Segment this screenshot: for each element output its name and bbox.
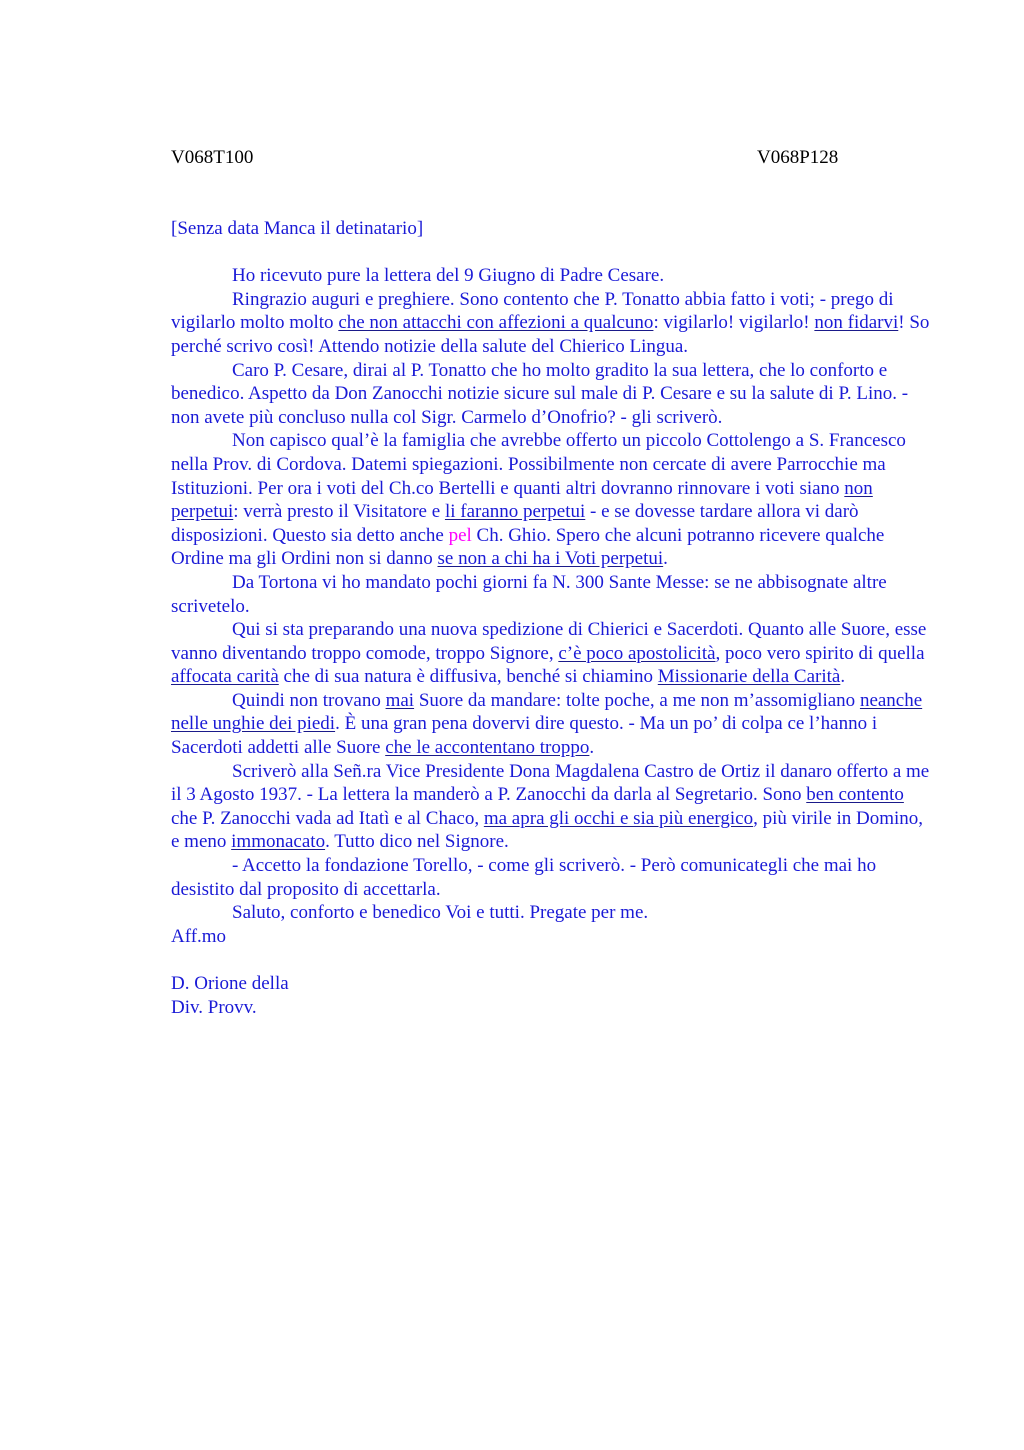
paragraph-7: Quindi non trovano mai Suore da mandare: tolte poche, a me non m’assomigliano neanche nelle unghie dei piedi. È una gran pena dovervi dire questo. - Ma un po’ di colpa ce l’hanno i Sacerdoti addetti alle Suore che le accontentano troppo. [171, 689, 923, 759]
underlined-phrase: li faranno perpetui [444, 501, 586, 523]
letter-body [171, 217, 931, 1019]
underlined-phrase: ben contento [806, 784, 904, 806]
underlined-phrase: immonacato [231, 831, 326, 853]
underlined-phrase: non perpetui [171, 477, 873, 523]
paragraph-8: Scriverò alla Señ.ra Vice Presidente Dona Magdalena Castro de Ortiz il danaro offerto a me il 3 Agosto 1937. - La lettera la manderò a P. Zanocchi da darla al Segretario. Sono ben contento che P. Zanocchi vada ad Itatì e al Chaco, ma apra gli occhi e sia più energico, più virile in Domino, e meno immonacato. Tutto dico nel Signore. [171, 760, 930, 853]
underlined-phrase: che non attacchi con affezioni a qualcuno [338, 312, 654, 334]
paragraph-5: Da Tortona vi ho mandato pochi giorni fa N. 300 Sante Messe: se ne abbisognate altre scrivetelo. [171, 571, 887, 617]
underlined-phrase: non fidarvi [814, 312, 899, 334]
paragraph-10: Saluto, conforto e benedico Voi e tutti. Pregate per me. [232, 902, 649, 924]
underlined-phrase: se non a chi ha i Voti perpetui [437, 548, 664, 570]
paragraph-1: Ho ricevuto pure la lettera del 9 Giugno di Padre Cesare. [232, 265, 665, 287]
closing: Aff.mo [171, 925, 227, 947]
signature-line-2: Div. Provv. [171, 996, 257, 1018]
underlined-phrase: neanche nelle unghie dei piedi [171, 689, 923, 735]
document-code-left: V068T100 [171, 147, 254, 168]
document-code-right: V068P128 [757, 147, 839, 168]
editor-note: [Senza data Manca il detinatario] [171, 218, 424, 239]
underlined-phrase: affocata carità [171, 666, 279, 688]
paragraph-3: Caro P. Cesare, dirai al P. Tonatto che ho molto gradito la sua lettera, che lo conforto e benedico. Aspetto da Don Zanocchi notizie sicure sul male di P. Cesare e su la salute di P. Lino. - non avete più concluso nulla col Sigr. Carmelo d’Onofrio? - gli scriverò. [171, 359, 909, 428]
underlined-phrase: c’è poco apostolicità [558, 642, 716, 664]
paragraph-9: - Accetto la fondazione Torello, - come gli scriverò. - Però comunicategli che mai ho desistito dal proposito di accettarla. [171, 855, 877, 900]
paragraph-6: Qui si sta preparando una nuova spedizione di Chierici e Sacerdoti. Quanto alle Suore, esse vanno diventando troppo comode, troppo Signore, c’è poco apostolicità, poco vero spirito di quella affocata carità che di sua natura è diffusiva, benché si chiamino Missionarie della Carità. [171, 619, 927, 688]
paragraph-2: Ringrazio auguri e preghiere. Sono contento che P. Tonatto abbia fatto i voti; - prego di vigilarlo molto molto che non attacchi con affezioni a qualcuno: vigilarlo! vigilarlo! non fidarvi! So perché scrivo così! Attendo notizie della salute del Chierico Lingua. [171, 288, 930, 357]
underlined-phrase: mai [385, 689, 415, 711]
underlined-phrase: ma apra gli occhi e sia più energico [483, 807, 754, 829]
paragraph-4: Non capisco qual’è la famiglia che avrebbe offerto un piccolo Cottolengo a S. Francesco nella Prov. di Cordova. Datemi spiegazioni. Possibilmente non cercate di avere Parrocchie ma Istituzioni. Per ora i voti del Ch.co Bertelli e quanti altri dovranno rinnovare i voti siano non perpetui: verrà presto il Visitatore e li faranno perpetui - e se dovesse tardare allora vi darò disposizioni. Questo sia detto anche pel Ch. Ghio. Spero che alcuni potranno ricevere qualche Ordine ma gli Ordini non si danno se non a chi ha i Voti perpetui. [171, 430, 906, 570]
highlighted-word: pel [448, 524, 472, 546]
underlined-phrase: che le accontentano troppo [385, 737, 590, 759]
underlined-phrase: Missionarie della Carità [657, 666, 841, 688]
signature-line-1: D. Orione della [171, 973, 289, 994]
